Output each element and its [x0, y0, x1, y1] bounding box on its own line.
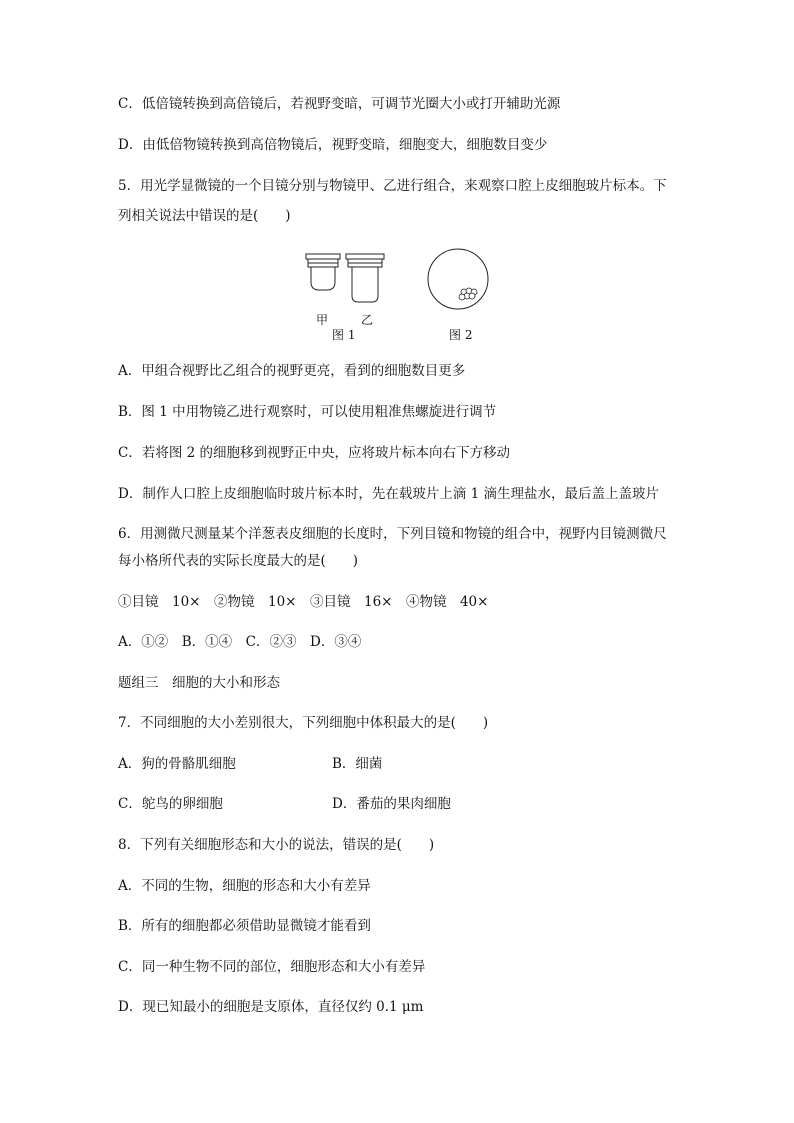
question-8-option-c: C．同一种生物不同的部位，细胞形态和大小有差异 — [118, 959, 426, 975]
question-7-option-c: C．鸵鸟的卵细胞 — [118, 796, 223, 812]
question-5-stem: 5．用光学显微镜的一个目镜分别与物镜甲、乙进行组合，来观察口腔上皮细胞玻片标本。下 — [118, 178, 667, 194]
option-d-text: D．由低倍物镜转换到高倍物镜后，视野变暗，细胞变大，细胞数目变少 — [118, 137, 548, 153]
question-5-option-c: C．若将图 2 的细胞移到视野正中央，应将玻片标本向右下方移动 — [118, 445, 511, 461]
question-6-stem: 6．用测微尺测量某个洋葱表皮细胞的长度时，下列目镜和物镜的组合中，视野内目镜测微尺 — [118, 526, 667, 542]
question-7-option-d: D．番茄的果肉细胞 — [332, 796, 451, 812]
objective-yi-icon — [346, 254, 384, 302]
question-7-stem: 7．不同细胞的大小差别很大，下列细胞中体积最大的是( ) — [118, 715, 489, 731]
label-yi: 乙 — [361, 313, 374, 327]
caption-figure-1: 图 1 — [332, 328, 356, 342]
question-5-stem-cont: 列相关说法中错误的是( ) — [118, 208, 291, 224]
caption-figure-2: 图 2 — [449, 328, 473, 342]
field-of-view-icon — [428, 249, 488, 309]
question-8-option-a: A．不同的生物，细胞的形态和大小有差异 — [118, 878, 371, 894]
question-6-stem-cont: 每小格所代表的实际长度最大的是( ) — [118, 553, 359, 569]
label-jia: 甲 — [316, 313, 329, 327]
question-6-options: A．①② B．①④ C．②③ D．③④ — [118, 634, 362, 650]
question-6-items: ①目镜 10× ②物镜 10× ③目镜 16× ④物镜 40× — [118, 594, 489, 610]
question-5-option-d: D．制作人口腔上皮细胞临时玻片标本时，先在载玻片上滴 1 滴生理盐水，最后盖上盖玻片 — [118, 486, 659, 502]
question-5-option-b: B．图 1 中用物镜乙进行观察时，可以使用粗准焦螺旋进行调节 — [118, 404, 497, 420]
objective-jia-icon — [306, 254, 340, 290]
question-8-option-d: D．现已知最小的细胞是支原体，直径仅约 0.1 μm — [118, 999, 424, 1015]
question-8-option-b: B．所有的细胞都必须借助显微镜才能看到 — [118, 918, 371, 934]
question-7-option-b: B．细菌 — [332, 756, 383, 772]
section-heading: 题组三 细胞的大小和形态 — [118, 675, 280, 691]
question-7-option-a: A．狗的骨骼肌细胞 — [118, 756, 236, 772]
question-8-stem: 8．下列有关细胞形态和大小的说法，错误的是( ) — [118, 837, 435, 853]
option-c-text: C．低倍镜转换到高倍镜后，若视野变暗，可调节光圈大小或打开辅助光源 — [118, 96, 561, 112]
question-5-option-a: A．甲组合视野比乙组合的视野更亮，看到的细胞数目更多 — [118, 363, 466, 379]
cells-cluster-icon — [459, 288, 477, 300]
